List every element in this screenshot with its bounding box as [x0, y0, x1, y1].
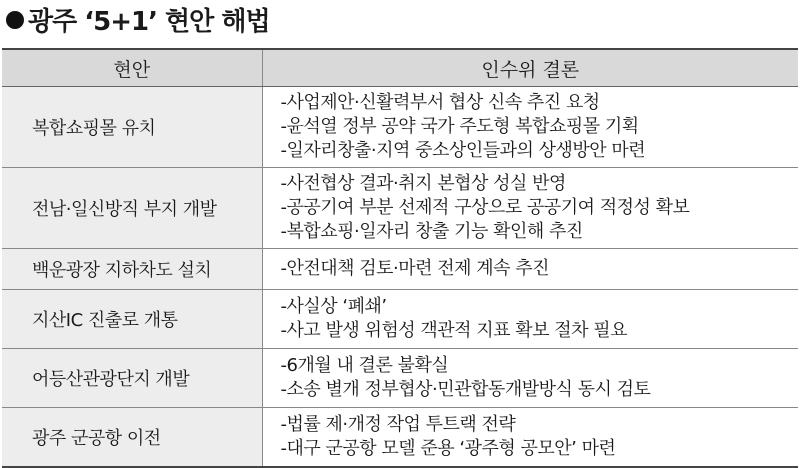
- conclusion-cell: [262, 349, 798, 408]
- conclusion-cell: [262, 87, 798, 168]
- conclusion-line: -윤석열 정부 공약 국가 주도형 복합쇼핑몰 기획: [280, 116, 639, 137]
- conclusion-line: -사전협상 결과·취지 본협상 성실 반영: [280, 173, 566, 194]
- conclusion-line: -소송 별개 정부협상·민관합동개발방식 동시 검토: [280, 379, 651, 400]
- header-conclusion: 인수위 결론: [262, 49, 798, 87]
- conclusion-line: -공공기여 부분 선제적 구상으로 공공기여 적정성 확보: [280, 197, 690, 218]
- issue-cell: 어등산관광단지 개발: [2, 349, 262, 408]
- table-row: [2, 168, 798, 249]
- table-row: [2, 87, 798, 168]
- issue-cell: 광주 군공항 이전: [2, 408, 262, 468]
- issues-table: [2, 48, 798, 468]
- bullet-icon: [6, 11, 24, 29]
- conclusion-cell: [262, 249, 798, 290]
- page-title-text: 광주 ‘5+1’ 현안 해법: [28, 7, 270, 37]
- table-row: [2, 408, 798, 468]
- conclusion-line: -법률 제·개정 작업 투트랙 전략: [280, 414, 516, 435]
- conclusion-cell: [262, 408, 798, 468]
- conclusion-cell: [262, 290, 798, 349]
- conclusion-line: -일자리창출·지역 중소상인들과의 상생방안 마련: [280, 140, 646, 161]
- conclusion-line: -6개월 내 결론 불확실: [280, 355, 449, 376]
- conclusion-cell: [262, 168, 798, 249]
- page-title: [6, 3, 270, 41]
- issue-cell: 전남·일신방직 부지 개발: [2, 168, 262, 249]
- conclusion-line: -안전대책 검토·마련 전제 계속 추진: [280, 258, 550, 279]
- issue-cell: 복합쇼핑몰 유치: [2, 87, 262, 168]
- conclusion-line: -대구 군공항 모델 준용 ‘광주형 공모안’ 마련: [280, 438, 616, 459]
- table-row: [2, 249, 798, 290]
- table-row: [2, 290, 798, 349]
- conclusion-line: -사고 발생 위험성 객관적 지표 확보 절차 필요: [280, 320, 628, 341]
- conclusion-line: -사업제안·신활력부서 협상 신속 추진 요청: [280, 92, 600, 113]
- conclusion-line: -복합쇼핑·일자리 창출 기능 확인해 추진: [280, 221, 583, 242]
- issue-cell: 지산IC 진출로 개통: [2, 290, 262, 349]
- issue-cell: 백운광장 지하차도 설치: [2, 249, 262, 290]
- table-header-row: [2, 49, 798, 87]
- table-row: [2, 349, 798, 408]
- conclusion-line: -사실상 ‘폐쇄’: [280, 296, 387, 317]
- header-issue: 현안: [2, 49, 262, 87]
